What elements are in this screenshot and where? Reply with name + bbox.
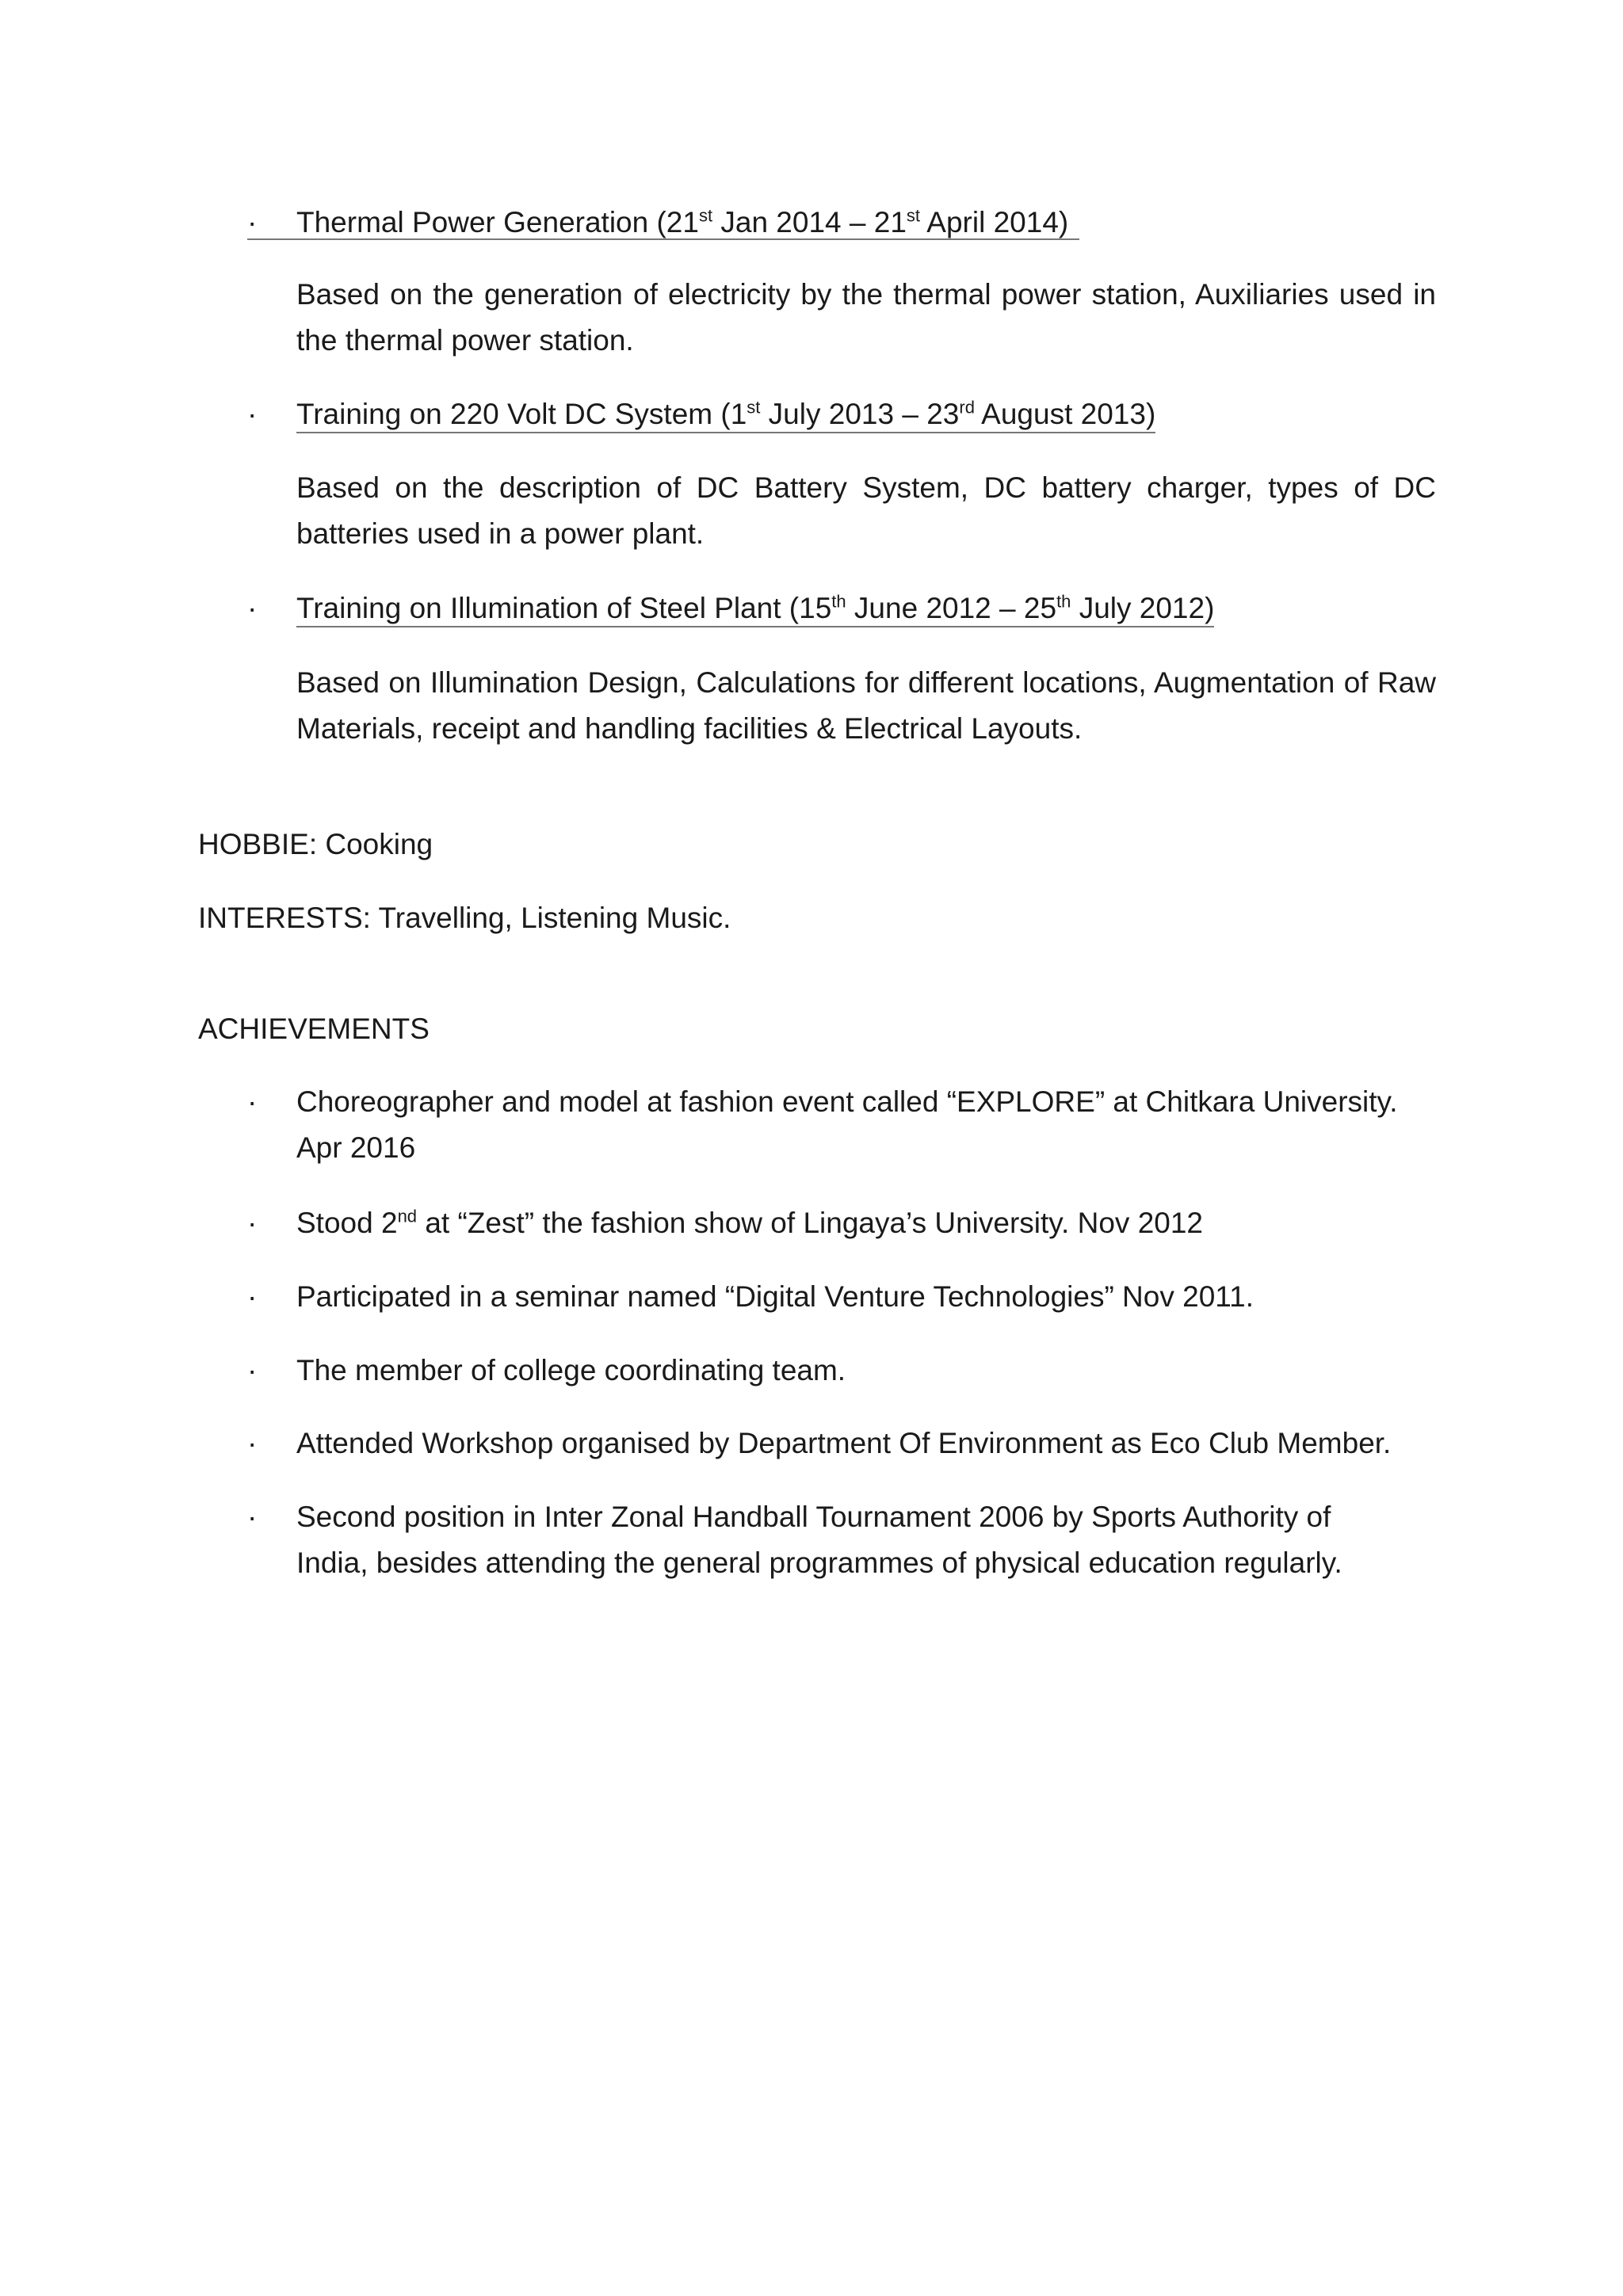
bullet-icon: · [247, 206, 258, 238]
achievements-heading: ACHIEVEMENTS [198, 1013, 430, 1045]
bullet-icon: · [247, 1085, 258, 1118]
achievement-text: Stood 2nd at “Zest” the fashion show of Lingaya’s University. Nov 2012 [296, 1206, 1204, 1239]
bullet-icon: · [247, 1501, 258, 1533]
achievement-text: Participated in a seminar named “Digital Venture Technologies” Nov 2011. [296, 1280, 1254, 1313]
training-description: Based on the generation of electricity by the thermal power station, Auxiliaries used in the thermal power station. [296, 278, 1436, 357]
bullet-icon: · [247, 1280, 258, 1313]
training-title: Training on 220 Volt DC System (1st July 2013 – 23rd August 2013) [296, 391, 1436, 437]
training-description: Based on the description of DC Battery System, DC battery charger, types of DC batteries used in a power plant. [296, 471, 1436, 550]
bullet-icon: · [247, 398, 258, 430]
interests-line: INTERESTS: Travelling, Listening Music. [198, 902, 731, 934]
training-title: Thermal Power Generation (21st Jan 2014 – 21st April 2014) [296, 205, 1069, 238]
achievement-text: Second position in Inter Zonal Handball Tournament 2006 by Sports Authority of India, besides attending the general programmes of physical education regularly. [296, 1501, 1342, 1579]
bullet-icon: · [247, 592, 258, 624]
achievement-text: The member of college coordinating team. [296, 1354, 846, 1386]
bullet-icon: · [247, 1427, 258, 1459]
training-description: Based on Illumination Design, Calculations for different locations, Augmentation of Raw Materials, receipt and handling facilities & Electrical Layouts. [296, 666, 1436, 745]
achievement-text: Attended Workshop organised by Department Of Environment as Eco Club Member. [296, 1427, 1392, 1459]
achievement-text: Choreographer and model at fashion event called “EXPLORE” at Chitkara University. Apr 2016 [296, 1085, 1398, 1164]
training-title: Training on Illumination of Steel Plant (15th June 2012 – 25th July 2012) [296, 585, 1436, 631]
title-underline [247, 238, 1079, 240]
bullet-icon: · [247, 1207, 258, 1239]
hobbie-line: HOBBIE: Cooking [198, 828, 433, 860]
bullet-icon: · [247, 1354, 258, 1386]
